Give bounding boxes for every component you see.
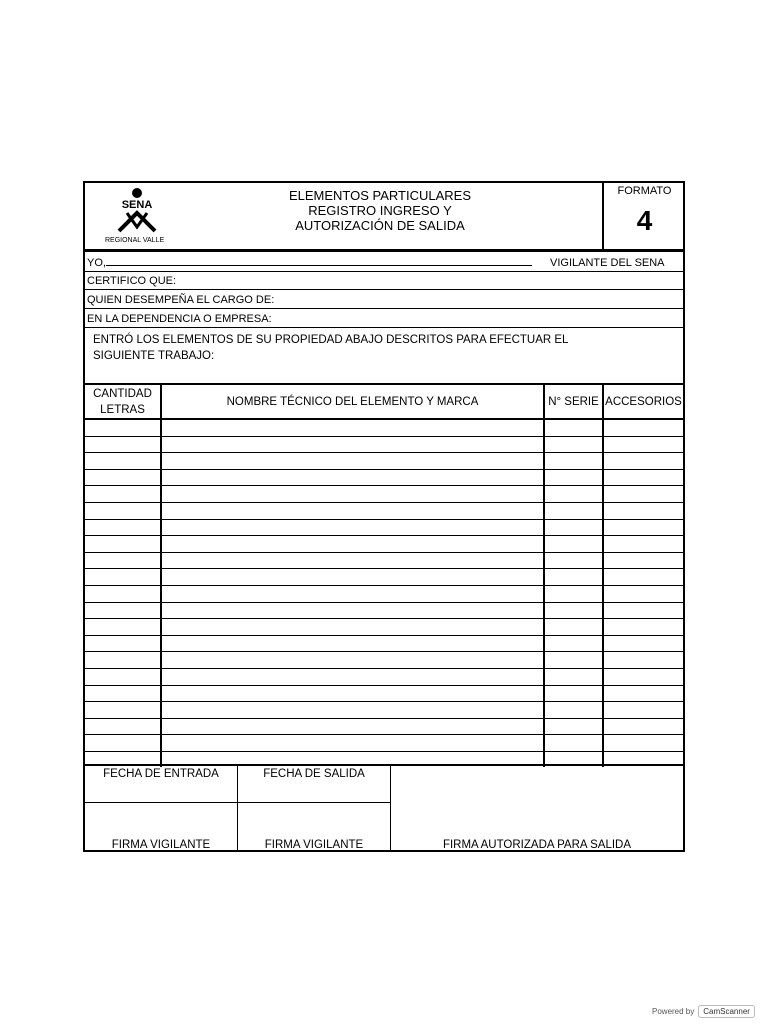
- table-row: [85, 419, 683, 436]
- fecha-salida-label: FECHA DE SALIDA: [263, 768, 365, 780]
- cargo-label: QUIEN DESEMPEÑA EL CARGO DE:: [87, 294, 275, 306]
- nombre-cell[interactable]: [161, 668, 544, 685]
- cantidad-cell[interactable]: [85, 569, 161, 586]
- table-row: [85, 502, 683, 519]
- accesorios-cell[interactable]: [603, 453, 683, 470]
- table-row: [85, 668, 683, 685]
- header-nombre: NOMBRE TÉCNICO DEL ELEMENTO Y MARCA: [161, 385, 544, 419]
- serie-cell[interactable]: [544, 552, 603, 569]
- sena-logo: [93, 187, 183, 247]
- form-footer: [85, 764, 683, 852]
- table-row: [85, 602, 683, 619]
- accesorios-cell[interactable]: [603, 469, 683, 486]
- table-row: [85, 569, 683, 586]
- cantidad-cell[interactable]: [85, 502, 161, 519]
- serie-cell[interactable]: [544, 685, 603, 702]
- nombre-cell[interactable]: [161, 652, 544, 669]
- trabajo-field[interactable]: [85, 329, 683, 385]
- cantidad-cell[interactable]: [85, 619, 161, 636]
- nombre-cell[interactable]: [161, 685, 544, 702]
- nombre-cell[interactable]: [161, 486, 544, 503]
- table-row: [85, 552, 683, 569]
- cantidad-cell[interactable]: [85, 718, 161, 735]
- serie-cell[interactable]: [544, 519, 603, 536]
- cantidad-cell[interactable]: [85, 702, 161, 719]
- dependencia-row[interactable]: [85, 310, 683, 328]
- accesorios-cell[interactable]: [603, 536, 683, 553]
- yo-row[interactable]: [85, 254, 683, 272]
- table-row: [85, 685, 683, 702]
- cargo-row[interactable]: [85, 291, 683, 309]
- serie-cell[interactable]: [544, 585, 603, 602]
- accesorios-cell[interactable]: [603, 685, 683, 702]
- nombre-cell[interactable]: [161, 718, 544, 735]
- trabajo-line-2: SIGUIENTE TRABAJO:: [93, 350, 215, 362]
- accesorios-cell[interactable]: [603, 486, 683, 503]
- table-row: [85, 536, 683, 553]
- firma-vigilante-1-label: FIRMA VIGILANTE: [111, 839, 211, 851]
- header-cantidad: [85, 385, 161, 419]
- cantidad-cell[interactable]: [85, 486, 161, 503]
- serie-cell[interactable]: [544, 619, 603, 636]
- table-row: [85, 519, 683, 536]
- cantidad-cell[interactable]: [85, 519, 161, 536]
- serie-cell[interactable]: [544, 502, 603, 519]
- serie-cell[interactable]: [544, 635, 603, 652]
- vigilante-label: VIGILANTE DEL SENA: [550, 257, 665, 269]
- yo-label: YO,: [87, 257, 106, 269]
- region-label: REGIONAL VALLE: [105, 237, 165, 244]
- table-row: [85, 735, 683, 752]
- serie-cell[interactable]: [544, 453, 603, 470]
- nombre-cell[interactable]: [161, 569, 544, 586]
- header-cantidad-line-1: CANTIDAD: [93, 387, 152, 400]
- serie-cell[interactable]: [544, 652, 603, 669]
- header-accesorios: ACCESORIOS: [603, 385, 683, 419]
- cantidad-cell[interactable]: [85, 652, 161, 669]
- serie-cell[interactable]: [544, 735, 603, 752]
- table-row: [85, 436, 683, 453]
- serie-cell[interactable]: [544, 569, 603, 586]
- yo-blank-line[interactable]: [106, 255, 532, 266]
- table-row: [85, 585, 683, 602]
- svg-text:SENA: SENA: [121, 199, 153, 211]
- accesorios-cell[interactable]: [603, 668, 683, 685]
- nombre-cell[interactable]: [161, 635, 544, 652]
- serie-cell[interactable]: [544, 602, 603, 619]
- firma-autorizada-label: FIRMA AUTORIZADA PARA SALIDA: [442, 839, 632, 851]
- cantidad-cell[interactable]: [85, 635, 161, 652]
- cantidad-cell[interactable]: [85, 436, 161, 453]
- nombre-cell[interactable]: [161, 536, 544, 553]
- camscanner-watermark: [652, 1005, 755, 1018]
- certifico-label: CERTIFICO QUE:: [87, 275, 177, 287]
- cantidad-cell[interactable]: [85, 453, 161, 470]
- accesorios-cell[interactable]: [603, 519, 683, 536]
- nombre-cell[interactable]: [161, 619, 544, 636]
- cantidad-cell[interactable]: [85, 668, 161, 685]
- serie-cell[interactable]: [544, 419, 603, 436]
- accesorios-cell[interactable]: [603, 735, 683, 752]
- serie-cell[interactable]: [544, 718, 603, 735]
- table-row: [85, 486, 683, 503]
- nombre-cell[interactable]: [161, 702, 544, 719]
- footer-horizontal-divider: [85, 802, 391, 803]
- format-label: FORMATO: [617, 185, 672, 197]
- certifico-row[interactable]: [85, 272, 683, 290]
- cantidad-cell[interactable]: [85, 419, 161, 436]
- format-number: 4: [636, 205, 653, 236]
- powered-by-text: Powered by: [652, 1007, 695, 1016]
- title-line-3: AUTORIZACIÓN DE SALIDA: [295, 218, 465, 233]
- title-line-2: REGISTRO INGRESO Y: [308, 203, 452, 218]
- accesorios-cell[interactable]: [603, 436, 683, 453]
- header-cantidad-line-2: LETRAS: [100, 403, 145, 416]
- accesorios-cell[interactable]: [603, 419, 683, 436]
- form-header: [85, 183, 683, 252]
- serie-cell[interactable]: [544, 469, 603, 486]
- cantidad-cell[interactable]: [85, 469, 161, 486]
- form-title: [245, 188, 515, 233]
- nombre-cell[interactable]: [161, 453, 544, 470]
- camscanner-brand: CamScanner: [698, 1005, 755, 1018]
- cantidad-cell[interactable]: [85, 552, 161, 569]
- table-row: [85, 702, 683, 719]
- accesorios-cell[interactable]: [603, 702, 683, 719]
- elements-table: [85, 385, 683, 767]
- table-body: [85, 419, 683, 767]
- form-document: [83, 181, 685, 852]
- serie-cell[interactable]: [544, 702, 603, 719]
- table-row: [85, 652, 683, 669]
- accesorios-cell[interactable]: [603, 569, 683, 586]
- firma-vigilante-2-label: FIRMA VIGILANTE: [264, 839, 364, 851]
- fecha-entrada-label: FECHA DE ENTRADA: [103, 768, 219, 780]
- cantidad-cell[interactable]: [85, 685, 161, 702]
- accesorios-cell[interactable]: [603, 585, 683, 602]
- serie-cell[interactable]: [544, 486, 603, 503]
- accesorios-cell[interactable]: [603, 602, 683, 619]
- accesorios-cell[interactable]: [603, 552, 683, 569]
- table-row: [85, 718, 683, 735]
- nombre-cell[interactable]: [161, 552, 544, 569]
- table-row: [85, 619, 683, 636]
- nombre-cell[interactable]: [161, 502, 544, 519]
- sena-logo-icon: [93, 187, 183, 237]
- nombre-cell[interactable]: [161, 585, 544, 602]
- table-row: [85, 469, 683, 486]
- nombre-cell[interactable]: [161, 602, 544, 619]
- cantidad-cell[interactable]: [85, 602, 161, 619]
- nombre-cell[interactable]: [161, 436, 544, 453]
- cantidad-cell[interactable]: [85, 585, 161, 602]
- title-line-1: ELEMENTOS PARTICULARES: [288, 188, 472, 203]
- nombre-cell[interactable]: [161, 735, 544, 752]
- accesorios-cell[interactable]: [603, 502, 683, 519]
- serie-cell[interactable]: [544, 436, 603, 453]
- accesorios-cell[interactable]: [603, 619, 683, 636]
- nombre-cell[interactable]: [161, 419, 544, 436]
- table-row: [85, 635, 683, 652]
- accesorios-cell[interactable]: [603, 718, 683, 735]
- cantidad-cell[interactable]: [85, 735, 161, 752]
- table-header-row: [85, 385, 683, 419]
- serie-cell[interactable]: [544, 668, 603, 685]
- cantidad-cell[interactable]: [85, 536, 161, 553]
- header-serie: N° SERIE: [544, 385, 603, 419]
- serie-cell[interactable]: [544, 536, 603, 553]
- nombre-cell[interactable]: [161, 519, 544, 536]
- accesorios-cell[interactable]: [603, 652, 683, 669]
- trabajo-line-1: ENTRÓ LOS ELEMENTOS DE SU PROPIEDAD ABAJO DESCRITOS PARA EFECTUAR EL: [93, 334, 569, 346]
- table-row: [85, 453, 683, 470]
- nombre-cell[interactable]: [161, 469, 544, 486]
- dependencia-label: EN LA DEPENDENCIA O EMPRESA:: [87, 313, 272, 325]
- accesorios-cell[interactable]: [603, 635, 683, 652]
- format-box: [602, 183, 685, 249]
